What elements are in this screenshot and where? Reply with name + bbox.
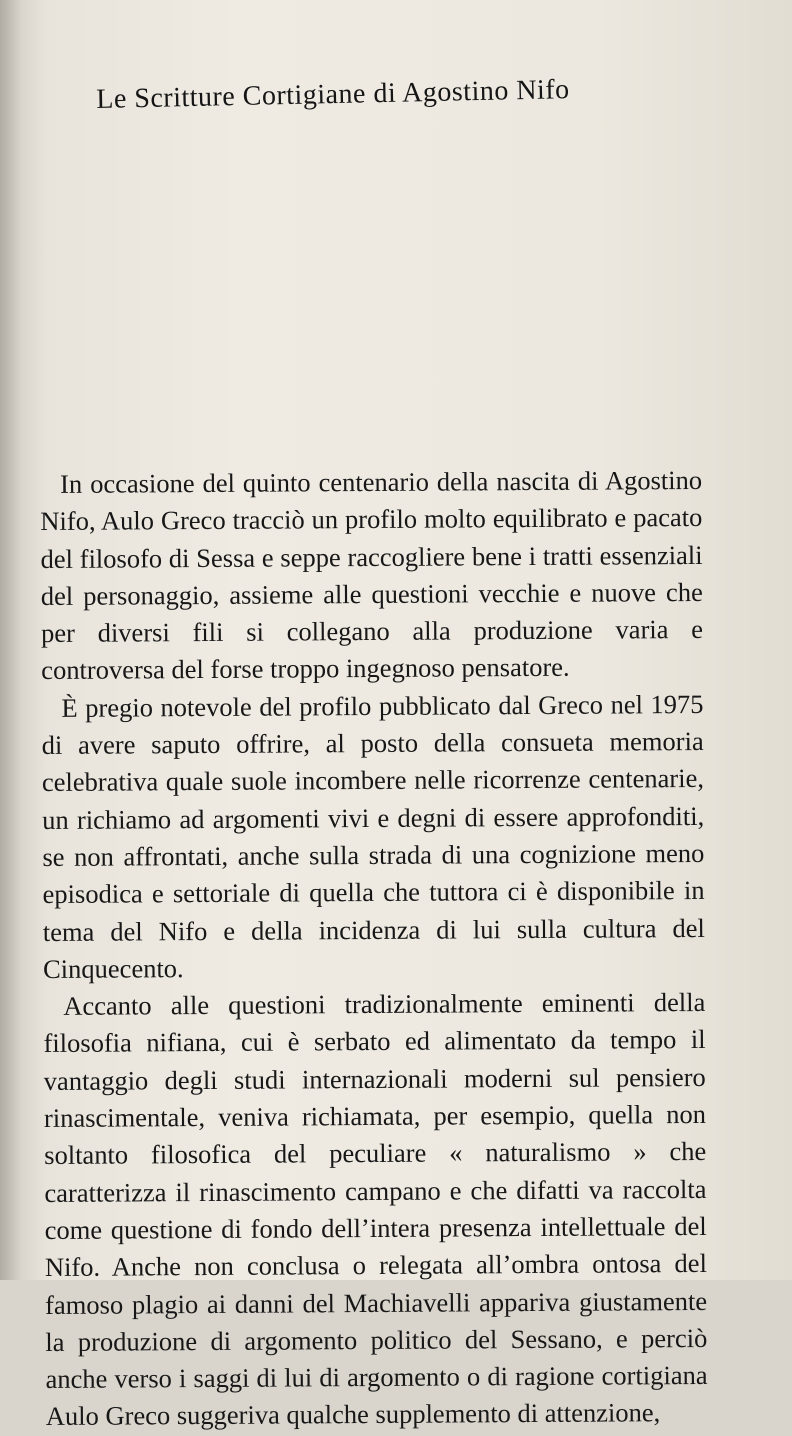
paragraph-2: È pregio notevole del profilo pubblicato dal Greco nel 1975 di avere saputo offrire, al posto della consueta memoria celebrativa quale suole incombere nelle ricorrenze centenarie, un richiamo ad argomenti vivi e degni di essere approfonditi, se non affrontati, anche sulla strada di una cognizione meno episodica e settoriale di quella che tuttora ci è disponibile in tema del Nifo e della incidenza di lui sulla cultura del Cinquecento. xyxy=(41,688,705,984)
show-through-texture xyxy=(0,0,792,470)
paragraph-3: Accanto alle questioni tradizionalmente eminenti della filosofia nifiana, cui è serbato ed alimentato da tempo il vantaggio degli studi internazionali moderni sul pensiero rinascimentale, veniva richiamata, per esempio, quella non soltanto filosofica del peculiare « naturalismo » che caratterizza il rinascimento campano e che difatti va raccolta come questione di fondo dell’intera presenza intellettuale del Nifo. Anche non conclusa o relegata all’ombra ontosa del famoso plagio ai danni del Machiavelli appariva giustamente la produzione di argomento politico del Sessano, e perciò anche verso i saggi di lui di argomento o di ragione cortigiana Aulo Greco suggeriva qualche supplemento di attenzione, xyxy=(43,987,708,1432)
paragraph-1: In occasione del quinto centenario della nascita di Agostino Nifo, Aulo Greco tracciò un profilo molto equilibrato e pacato del filosofo di Sessa e seppe raccogliere bene i tratti essenziali del personaggio, assieme alle questioni vecchie e nuove che per diversi fili si collegano alla produzione varia e controversa del forse troppo ingegnoso pensatore. xyxy=(40,464,704,686)
chapter-title: Le Scritture Cortigiane di Agostino Nifo xyxy=(96,74,570,115)
binding-shadow xyxy=(0,0,22,1280)
body-text xyxy=(40,462,708,1436)
